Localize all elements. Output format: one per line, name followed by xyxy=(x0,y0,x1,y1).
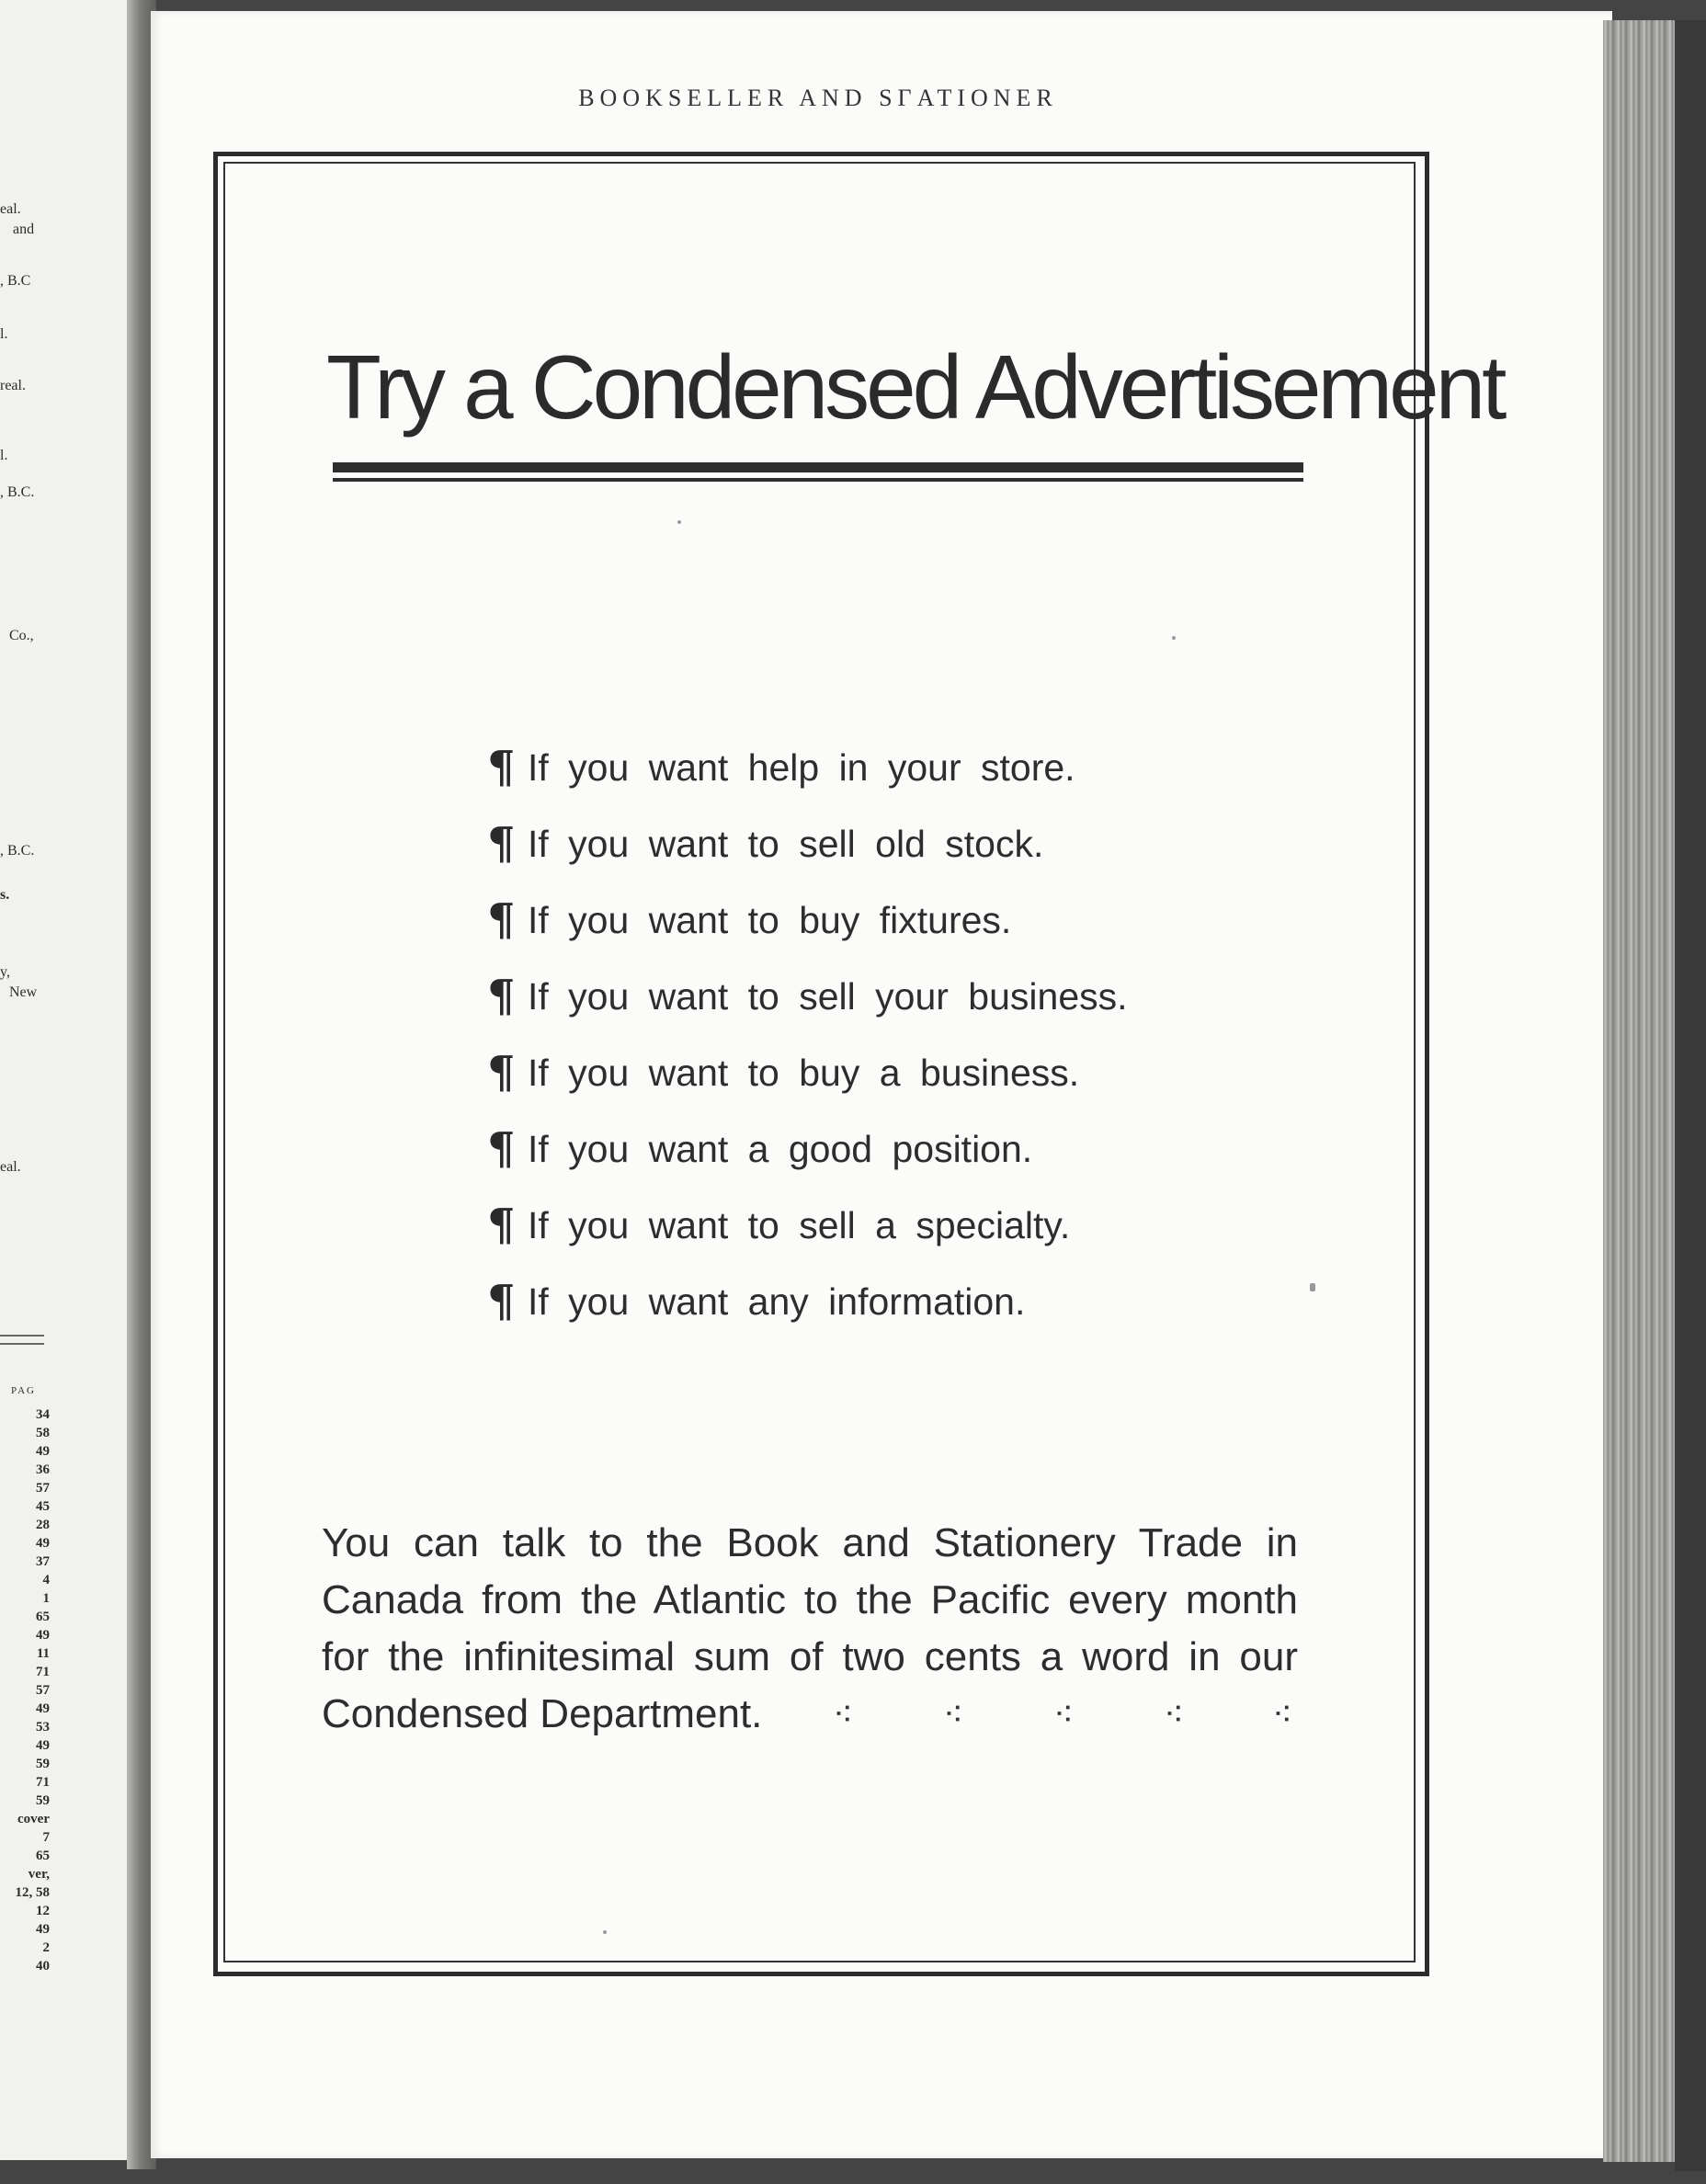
closing-last-line xyxy=(322,1686,1298,1743)
index-page-number: 57 xyxy=(36,1481,50,1496)
bullet-item xyxy=(487,888,1011,952)
closing-line: Condensed Department. xyxy=(322,1691,763,1736)
bullet-item xyxy=(487,735,1075,800)
closing-line: You can talk to the Book and Stationery Trade in xyxy=(322,1520,1298,1565)
left-page-rule xyxy=(0,1335,44,1345)
index-page-number: 11 xyxy=(36,1646,50,1661)
index-page-number: 7 xyxy=(42,1830,50,1845)
bullet-item xyxy=(487,1269,1025,1334)
pilcrow-icon: ¶ xyxy=(487,1123,516,1175)
index-page-number: 2 xyxy=(42,1940,50,1955)
pilcrow-icon: ¶ xyxy=(487,971,516,1022)
index-page-number: 40 xyxy=(36,1959,50,1974)
bullet-item xyxy=(487,812,1043,876)
index-page-number: 49 xyxy=(36,1536,50,1551)
index-page-number: 71 xyxy=(36,1665,50,1679)
index-page-number: 53 xyxy=(36,1720,50,1735)
index-page-number: 58 xyxy=(36,1426,50,1440)
index-page-number: 12 xyxy=(36,1904,50,1918)
bullet-item xyxy=(487,964,1128,1029)
closing-line: for the infinitesimal sum of two cents a word in our xyxy=(322,1634,1298,1679)
left-page-fragment: l. xyxy=(0,448,8,463)
closing-line: Canada from the Atlantic to the Pacific every month xyxy=(322,1577,1298,1622)
left-index-header: PAG xyxy=(11,1385,36,1396)
index-page-number: 49 xyxy=(36,1738,50,1753)
index-page-number: 37 xyxy=(36,1554,50,1569)
left-page-fragment: New xyxy=(9,984,38,1000)
pilcrow-icon: ¶ xyxy=(487,1200,516,1251)
paper-speck xyxy=(603,1930,607,1934)
index-page-number: 65 xyxy=(36,1610,50,1624)
pilcrow-icon: ¶ xyxy=(487,1047,516,1098)
pilcrow-icon: ¶ xyxy=(487,1276,516,1327)
pilcrow-icon: ¶ xyxy=(487,818,516,870)
left-page-fragment: , B.C. xyxy=(0,843,35,859)
running-head: BOOKSELLER AND SΓATIONER xyxy=(578,85,1058,111)
book-page-edges xyxy=(1603,20,1682,2162)
bullet-text: If you want to sell your business. xyxy=(528,975,1128,1018)
index-page-number: 49 xyxy=(36,1444,50,1459)
bullet-text: If you want help in your store. xyxy=(528,746,1075,789)
ornament-dots-icon: ⁖ xyxy=(943,1694,964,1735)
closing-paragraph xyxy=(322,1515,1298,1743)
bullet-text: If you want any information. xyxy=(528,1280,1026,1323)
left-page-fragment: real. xyxy=(0,378,26,393)
left-page-fragment: Co., xyxy=(9,628,34,643)
ornament-dots-icon: ⁖ xyxy=(1164,1694,1185,1735)
left-page-fragment: y, xyxy=(0,964,10,980)
index-page-number: 28 xyxy=(36,1518,50,1532)
title-underline-thick xyxy=(333,462,1303,472)
bullet-text: If you want to sell a specialty. xyxy=(528,1204,1071,1246)
index-page-number: 65 xyxy=(36,1848,50,1863)
bullet-text: If you want to buy a business. xyxy=(528,1052,1080,1094)
paper-speck xyxy=(1310,1283,1315,1291)
left-page-fragment: l. xyxy=(0,326,8,342)
index-page-number: 59 xyxy=(36,1793,50,1808)
index-page-number: 71 xyxy=(36,1775,50,1790)
ornament-dots-icon: ⁖ xyxy=(1053,1694,1075,1735)
index-page-number: 49 xyxy=(36,1628,50,1643)
index-page-number: ver, xyxy=(28,1867,50,1882)
index-page-number: 36 xyxy=(36,1462,50,1477)
bullet-text: If you want to sell old stock. xyxy=(528,823,1044,865)
left-page-fragment: eal. xyxy=(0,1159,21,1175)
ad-title: Try a Condensed Advertisement xyxy=(326,336,1504,438)
index-page-number: 49 xyxy=(36,1701,50,1716)
index-page-number: 59 xyxy=(36,1757,50,1771)
left-page-fragment: , B.C. xyxy=(0,484,35,500)
ornament-dots-icon: ⁖ xyxy=(1272,1694,1293,1735)
index-page-number: cover xyxy=(17,1812,50,1826)
paper-speck xyxy=(1172,636,1176,640)
left-page-fragment: s. xyxy=(0,887,10,903)
ornament-dots-icon: ⁖ xyxy=(833,1694,854,1735)
pilcrow-icon: ¶ xyxy=(487,894,516,946)
index-page-number: 57 xyxy=(36,1683,50,1698)
book-edge-shadow xyxy=(1675,20,1706,2171)
pilcrow-icon: ¶ xyxy=(487,742,516,793)
left-page-fragment: , B.C xyxy=(0,273,31,289)
left-page-fragment: eal. xyxy=(0,201,21,217)
index-page-number: 4 xyxy=(42,1573,50,1587)
index-page-number: 34 xyxy=(36,1407,50,1422)
index-page-number: 49 xyxy=(36,1922,50,1937)
bullet-item xyxy=(487,1117,1032,1181)
left-page-fragment: and xyxy=(13,222,35,237)
left-facing-page xyxy=(0,0,136,2160)
bullet-item xyxy=(487,1041,1079,1105)
bullet-item xyxy=(487,1193,1070,1257)
bullet-text: If you want a good position. xyxy=(528,1128,1033,1170)
index-page-number: 12, 58 xyxy=(15,1885,50,1900)
index-page-number: 45 xyxy=(36,1499,50,1514)
title-underline-thin xyxy=(333,478,1303,482)
index-page-number: 1 xyxy=(42,1591,50,1606)
paper-speck xyxy=(677,520,681,524)
bullet-text: If you want to buy fixtures. xyxy=(528,899,1012,941)
